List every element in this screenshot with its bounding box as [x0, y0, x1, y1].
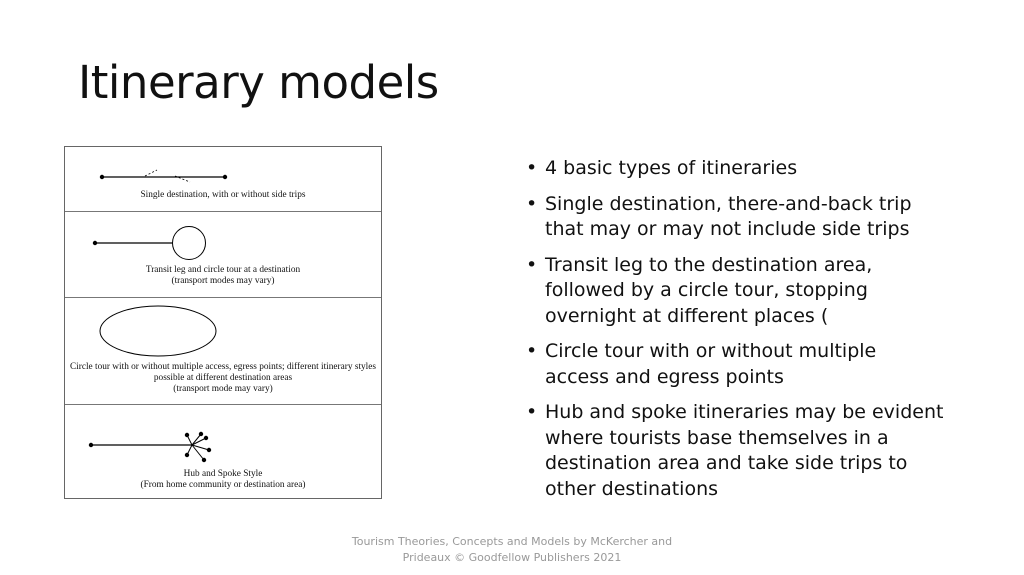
bullet-list [526, 156, 946, 512]
panel-caption: Circle tour with or without multiple access, egress points; different itinerary styles possible at different destination areas (transport mode may vary) [69, 362, 377, 394]
panel-caption: Hub and Spoke Style (From home community or destination area) [140, 469, 306, 490]
bullet-item: • Transit leg to the destination area, followed by a circle tour, stopping overnight at different places ( [526, 253, 946, 330]
bullet-item: • 4 basic types of itineraries [526, 156, 946, 182]
panel-transit-circle [65, 211, 381, 298]
slide-footer [340, 534, 684, 566]
bullet-item: • Circle tour with or without multiple access and egress points [526, 339, 946, 390]
footer-line: Prideaux © Goodfellow Publishers 2021 [402, 551, 622, 564]
panel-single-destination [65, 147, 381, 211]
panel-caption: Single destination, with or without side trips [140, 190, 306, 200]
slide-title: Itinerary models [78, 56, 439, 109]
panel-hub-and-spoke [65, 404, 381, 499]
itinerary-models-figure [64, 146, 382, 499]
bullet-item: • Hub and spoke itineraries may be evident where tourists base themselves in a destination area and take side trips to other destinations [526, 400, 946, 502]
footer-line: Tourism Theories, Concepts and Models by McKercher and [351, 535, 673, 548]
bullet-item: • Single destination, there-and-back trip that may or may not include side trips [526, 192, 946, 243]
panel-caption: Transit leg and circle tour at a destination (transport modes may vary) [145, 265, 301, 286]
single-destination-diagram [65, 147, 381, 211]
panel-circle-tour [65, 297, 381, 405]
